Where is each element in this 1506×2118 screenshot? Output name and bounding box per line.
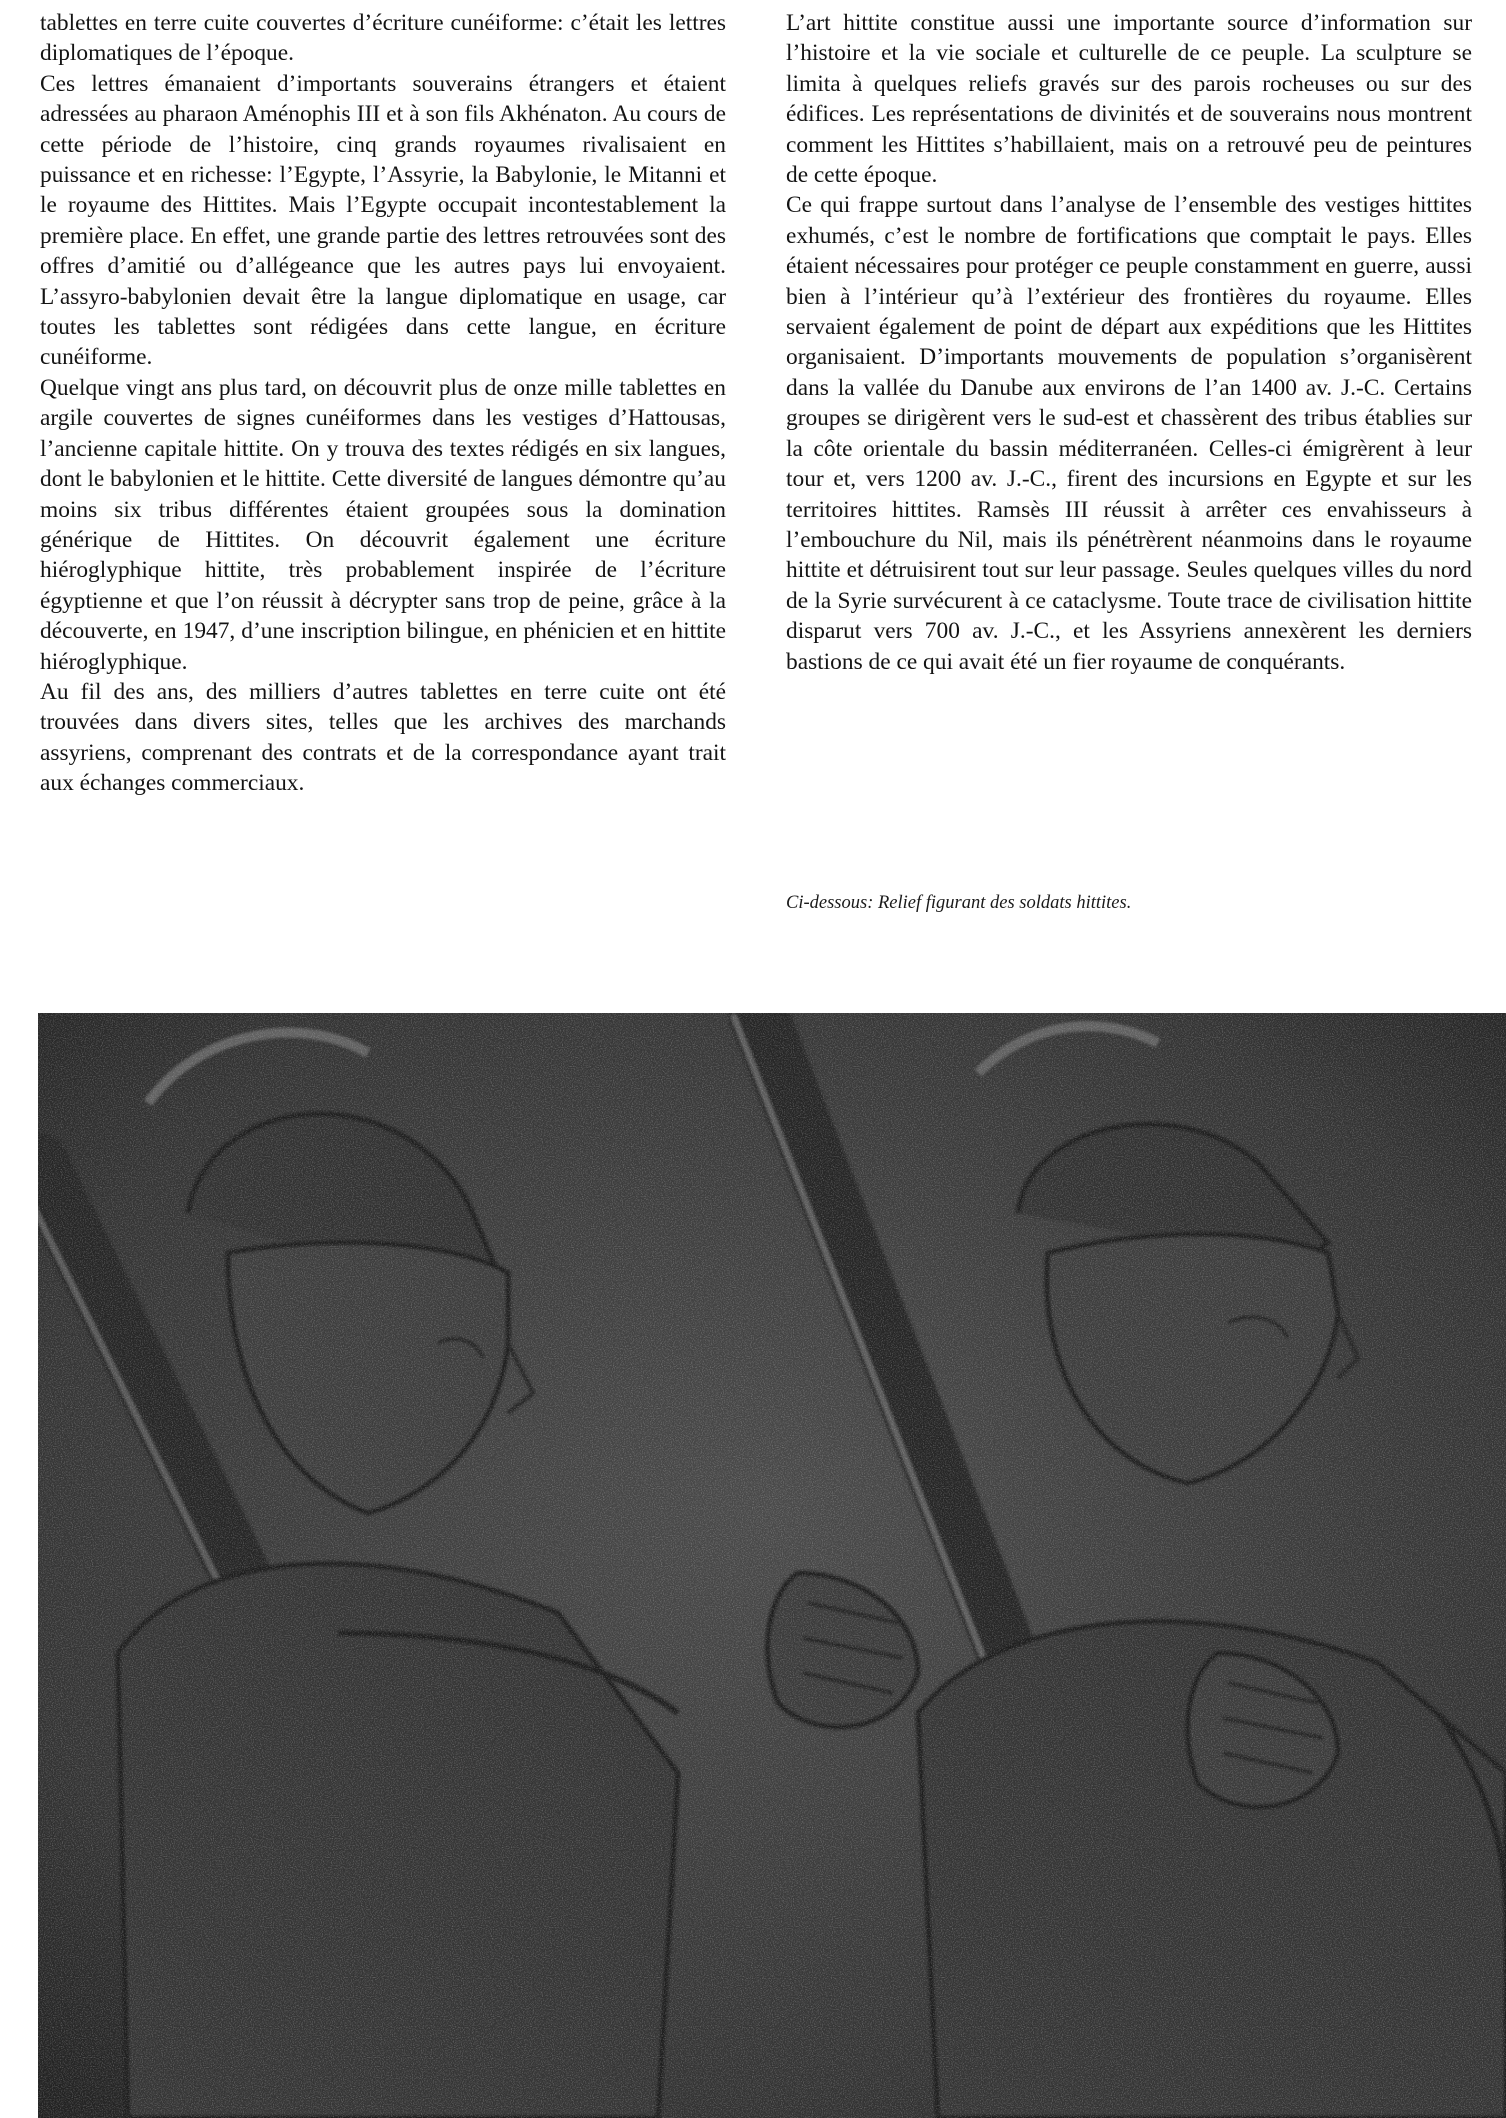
relief-soldiers-image [38, 1013, 1506, 2118]
left-paragraph-1: tablettes en terre cuite couvertes d’écriture cunéiforme: c’était les lettres diplomatiques de l’époque. [40, 10, 726, 67]
figure-caption: Ci-dessous: Relief figurant des soldats hittites. [786, 893, 1132, 913]
left-paragraph-2: Ces lettres émanaient d’importants souverains étrangers et étaient adressées au pharaon Aménophis III et à son fils Akhénaton. Au cours de cette période de l’histoire, cinq grands royaumes rivalisaient en puissance et en richesse: l’Egypte, l’Assyrie, la Babylonie, le Mitanni et le royaume des Hittites. Mais l’Egypte occupait incontestablement la première place. En effet, une grande partie des lettres retrouvées sont des offres d’amitié ou d’allégeance que les autres pays lui envoyaient. L’assyro-babylonien devait être la langue diplomatique en usage, car toutes les tablettes sont rédigées dans cette langue, en écriture cunéiforme. [40, 70, 726, 371]
relief-photo [38, 1013, 1506, 2118]
left-paragraph-3: Quelque vingt ans plus tard, on découvrit plus de onze mille tablettes en argile couvertes de signes cunéiformes dans les vestiges d’Hattousas, l’ancienne capitale hittite. On y trouva des textes rédigés en six langues, dont le babylonien et le hittite. Cette diversité de langues démontre qu’au moins six tribus différentes étaient groupées sous la domination générique de Hittites. On découvrit également une écriture hiéroglyphique hittite, très probablement inspirée de l’écriture égyptienne et que l’on réussit à décrypter sans trop de peine, grâce à la découverte, en 1947, d’une inscription bilingue, en phénicien et en hittite hiéroglyphique. [40, 374, 726, 675]
left-text-column [40, 8, 726, 799]
right-text-column [786, 8, 1472, 677]
left-paragraph-4: Au fil des ans, des milliers d’autres tablettes en terre cuite ont été trouvées dans divers sites, telles que les archives des marchands assyriens, comprenant des contrats et de la correspondance ayant trait aux échanges commerciaux. [40, 678, 726, 797]
right-paragraph-2: Ce qui frappe surtout dans l’analyse de l’ensemble des vestiges hittites exhumés, c’est le nombre de fortifications que comptait le pays. Elles étaient nécessaires pour protéger ce peuple constamment en guerre, aussi bien à l’intérieur qu’à l’extérieur des frontières du royaume. Elles servaient également de point de départ aux expéditions que les Hittites organisaient. D’importants mouvements de population s’organisèrent dans la vallée du Danube aux environs de l’an 1400 av. J.-C. Certains groupes se dirigèrent vers le sud-est et chassèrent des tribus établies sur la côte orientale du bassin méditerranéen. Celles-ci émigrèrent à leur tour et, vers 1200 av. J.-C., firent des incursions en Egypte et sur les territoires hittites. Ramsès III réussit à arrêter ces envahisseurs à l’embouchure du Nil, mais ils pénétrèrent néanmoins dans le royaume hittite et détruisirent tout sur leur passage. Seules quelques villes du nord de la Syrie survécurent à ce cataclysme. Toute trace de civilisation hittite disparut vers 700 av. J.-C., et les Assyriens annexèrent les derniers bastions de ce qui avait été un fier royaume de conquérants. [786, 192, 1472, 675]
right-paragraph-1: L’art hittite constitue aussi une importante source d’information sur l’histoire et la vie sociale et culturelle de ce peuple. La sculpture se limita à quelques reliefs gravés sur des parois rocheuses ou sur des édifices. Les représentations de divinités et de souverains nous montrent comment les Hittites s’habillaient, mais on a retrouvé peu de peintures de cette époque. [786, 10, 1472, 189]
